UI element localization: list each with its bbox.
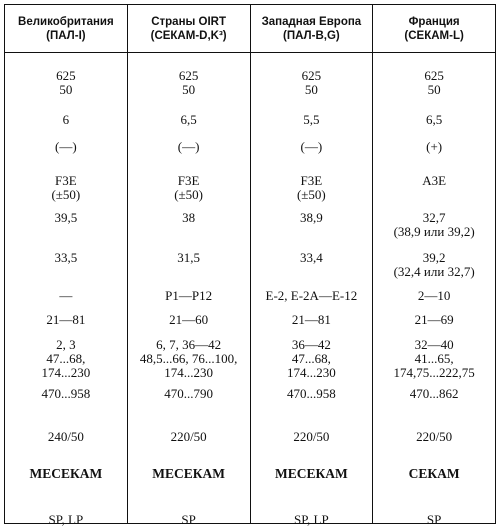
color-system-value: МЕСЕКАМ xyxy=(152,466,226,481)
sound-modulation-value: A3E xyxy=(422,173,447,188)
modulation-polarity-value: (+) xyxy=(426,139,443,154)
sound-modulation-value: F3E (±50) xyxy=(174,173,204,202)
header-france: Франция (СЕКАМ-L) xyxy=(404,16,464,42)
if-vision-value: 38,9 xyxy=(300,210,323,225)
uhf-channels-value: 21—81 xyxy=(46,312,86,327)
band-ranges-value: 32—40 41...65, 174,75...222,75 xyxy=(393,337,475,380)
if-sound-value: 33,5 xyxy=(54,250,78,265)
uhf-frequency-value: 470...790 xyxy=(164,386,213,401)
lines-fields-value: 625 50 xyxy=(178,68,199,97)
band-ranges-value: 2, 3 47...68, 174...230 xyxy=(41,337,91,380)
mains-supply-value: 220/50 xyxy=(170,429,207,444)
uhf-frequency-value: 470...862 xyxy=(409,386,459,401)
tape-speed-value: SP xyxy=(426,512,442,527)
modulation-polarity-value: (—) xyxy=(300,139,323,154)
header-west-europe: Западная Европа (ПАЛ-B,G) xyxy=(251,5,374,52)
if-vision-value: 32,7 (38,9 или 39,2) xyxy=(393,210,475,239)
mains-supply-value: 220/50 xyxy=(416,429,453,444)
table-body xyxy=(5,53,495,527)
vhf-channels-value: P1—P12 xyxy=(165,288,213,303)
sound-modulation-value: F3E (±50) xyxy=(51,173,81,202)
sound-carrier-value: 5,5 xyxy=(303,112,320,127)
header-oirt: Страны OIRT (СЕКАМ-D,K³) xyxy=(128,5,251,52)
tape-speed-value: SP xyxy=(181,512,196,527)
uhf-channels-value: 21—60 xyxy=(169,312,209,327)
if-sound-value: 33,4 xyxy=(300,250,323,265)
sound-modulation-value: F3E (±50) xyxy=(296,173,326,202)
header-uk: Великобритания (ПАЛ-I) xyxy=(5,5,128,52)
uhf-channels-value: 21—69 xyxy=(414,312,454,327)
tape-speed-value: SP, LP xyxy=(294,512,329,527)
if-vision-value: 39,5 xyxy=(54,210,78,225)
lines-fields-value: 625 50 xyxy=(424,68,444,97)
band-ranges-value: 36—42 47...68, 174...230 xyxy=(287,337,336,380)
modulation-polarity-value: (—) xyxy=(177,139,200,154)
column-west-europe xyxy=(251,53,374,527)
if-sound-value: 31,5 xyxy=(177,250,200,265)
data-table xyxy=(4,4,496,527)
band-ranges-value: 6, 7, 36—42 48,5...66, 76...100, 174...230 xyxy=(139,337,238,380)
if-vision-value: 38 xyxy=(182,210,196,225)
sound-carrier-value: 6 xyxy=(62,112,70,127)
uhf-frequency-value: 470...958 xyxy=(287,386,336,401)
vhf-channels-value: E-2, E-2A—E-12 xyxy=(265,288,358,303)
if-sound-value: 39,2 (32,4 или 32,7) xyxy=(393,250,475,279)
lines-fields-value: 625 50 xyxy=(301,68,322,97)
color-system-value: МЕСЕКАМ xyxy=(274,466,348,481)
vhf-channels-value: — xyxy=(59,288,73,303)
lines-fields-value: 625 50 xyxy=(56,68,76,97)
mains-supply-value: 240/50 xyxy=(47,429,84,444)
mains-supply-value: 220/50 xyxy=(293,429,330,444)
table-header-row xyxy=(5,5,495,53)
vhf-channels-value: 2—10 xyxy=(417,288,451,303)
uhf-frequency-value: 470...958 xyxy=(41,386,91,401)
color-system-value: СЕКАМ xyxy=(408,466,460,481)
sound-carrier-value: 6,5 xyxy=(180,112,197,127)
column-france xyxy=(373,53,495,527)
column-oirt xyxy=(128,53,251,527)
column-uk xyxy=(5,53,128,527)
tape-speed-value: SP, LP xyxy=(48,512,84,527)
uhf-channels-value: 21—81 xyxy=(291,312,331,327)
color-system-value: МЕСЕКАМ xyxy=(29,466,103,481)
sound-carrier-value: 6,5 xyxy=(426,112,443,127)
modulation-polarity-value: (—) xyxy=(55,139,77,154)
